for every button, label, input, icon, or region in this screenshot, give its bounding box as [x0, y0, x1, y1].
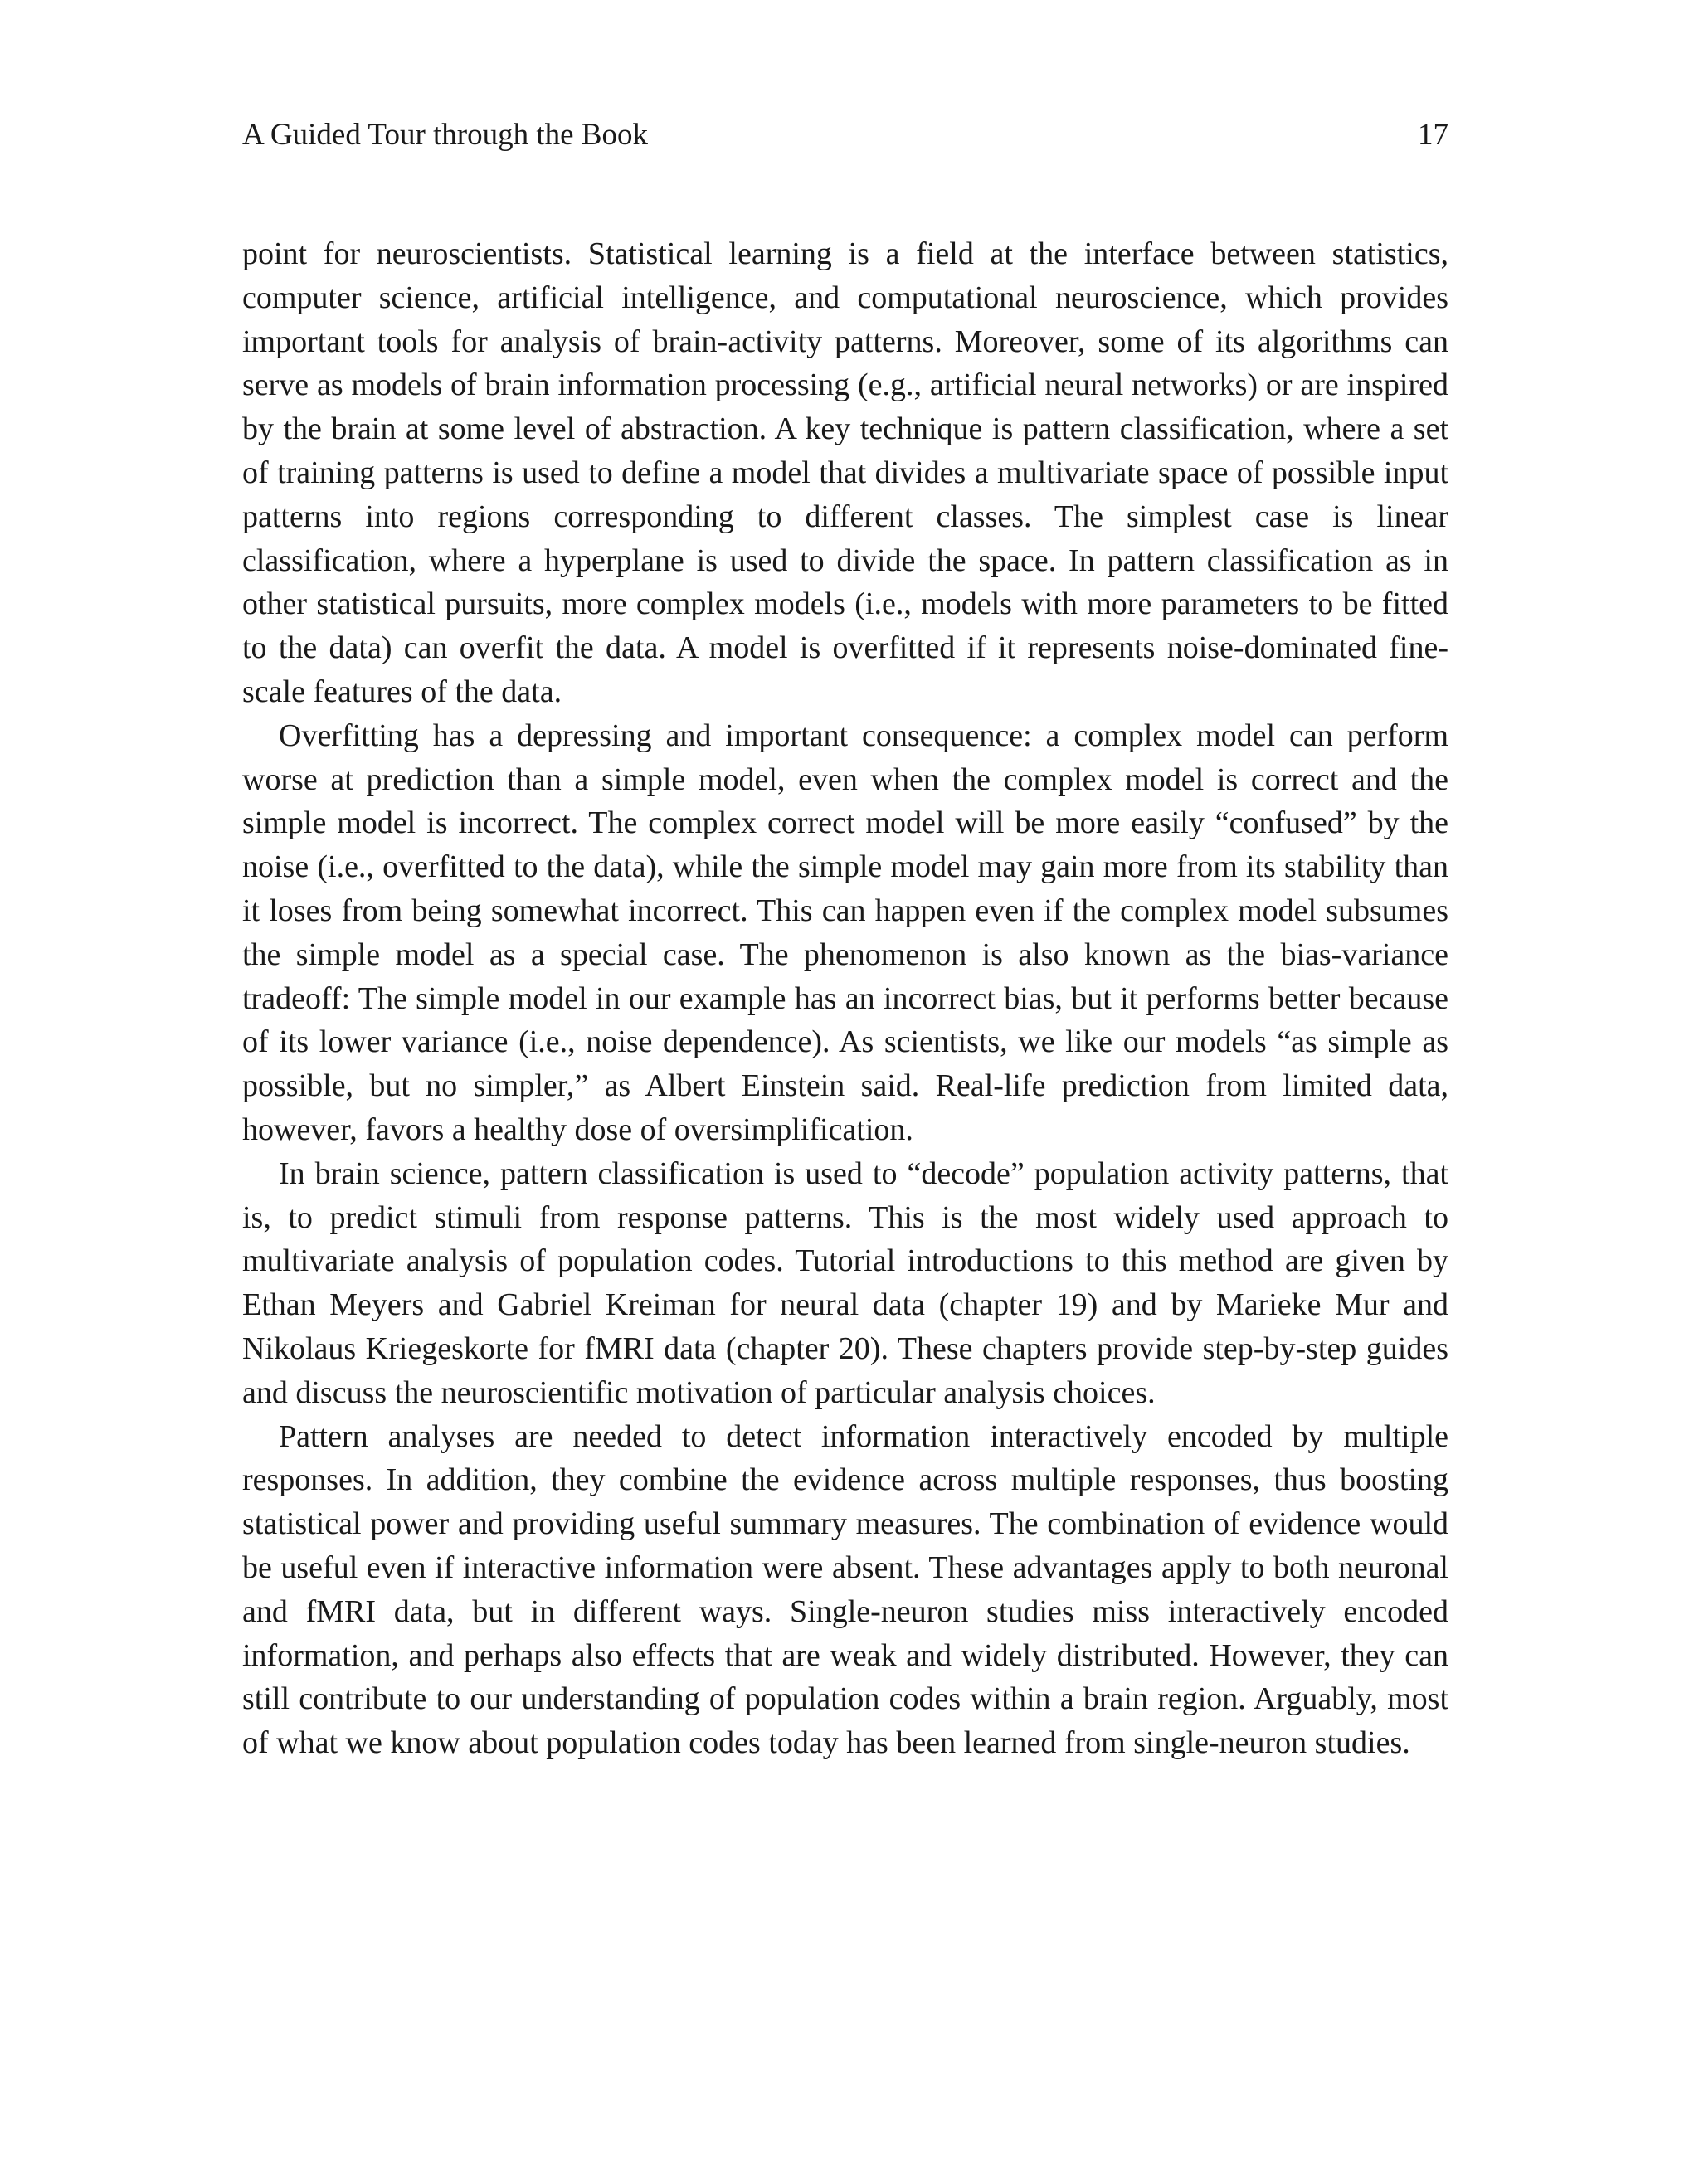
paragraph-overfitting: Overfitting has a depressing and important consequence: a complex model can perform worse at prediction than a simple model, even when the complex model is correct and the simple model is incorrect. The complex correct model will be more easily “confused” by the noise (i.e., overfitted to the data), while the simple model may gain more from its stability than it loses from being somewhat incorrect. This can happen even if the complex model subsumes the simple model as a special case. The phenomenon is also known as the bias-variance tradeoff: The simple model in our example has an incorrect bias, but it performs better because of its lower variance (i.e., noise dependence). As scientists, we like our models “as simple as possible, but no simpler,” as Albert Einstein said. Real-life prediction from limited data, however, favors a healthy dose of oversimplification.	[242, 717, 1448, 1147]
running-title: A Guided Tour through the Book	[242, 118, 649, 152]
paragraph-pattern-analyses: Pattern analyses are needed to detect information interactively encoded by multiple responses. In addition, they combine the evidence across multiple responses, thus boosting statistical power and providing useful summary measures. The combination of evidence would be useful even if interactive information were absent. These advantages apply to both neuronal and fMRI data, but in different ways. Single-neuron studies miss interactively encoded information, and perhaps also effects that are weak and widely distributed. However, they can still contribute to our understanding of population codes within a brain region. Arguably, most of what we know about population codes today has been learned from single-neuron studies.	[242, 1418, 1448, 1761]
paragraph-decoding: In brain science, pattern classification is used to “decode” population activity patterns, that is, to predict stimuli from response patterns. This is the most widely used approach to multivariate analysis of population codes. Tutorial introductions to this method are given by Ethan Meyers and Gabriel Kreiman for neural data (chapter 19) and by Marieke Mur and Nikolaus Kriegeskorte for fMRI data (chapter 20). These chapters provide step-by-step guides and discuss the neuroscientific motivation of particular analysis choices.	[242, 1155, 1448, 1410]
paragraph-statistical-learning: point for neuroscientists. Statistical learning is a field at the interface between statistics, computer science, artificial intelligence, and computational neuroscience, which provides important tools for analysis of brain-activity patterns. Moreover, some of its algorithms can serve as models of brain information processing (e.g., artificial neural networks) or are inspired by the brain at some level of abstraction. A key technique is pattern classification, where a set of training patterns is used to define a model that divides a multivariate space of possible input patterns into regions corresponding to different classes. The simplest case is linear classification, where a hyperplane is used to divide the space. In pattern classification as in other statistical pursuits, more complex models (i.e., models with more parameters to be fitted to the data) can overfit the data. A model is overfitted if it represents noise-dominated fine-scale features of the data.	[242, 236, 1448, 709]
body-text	[242, 232, 1448, 1765]
page-number: 17	[1418, 118, 1448, 152]
running-head	[242, 114, 1448, 156]
